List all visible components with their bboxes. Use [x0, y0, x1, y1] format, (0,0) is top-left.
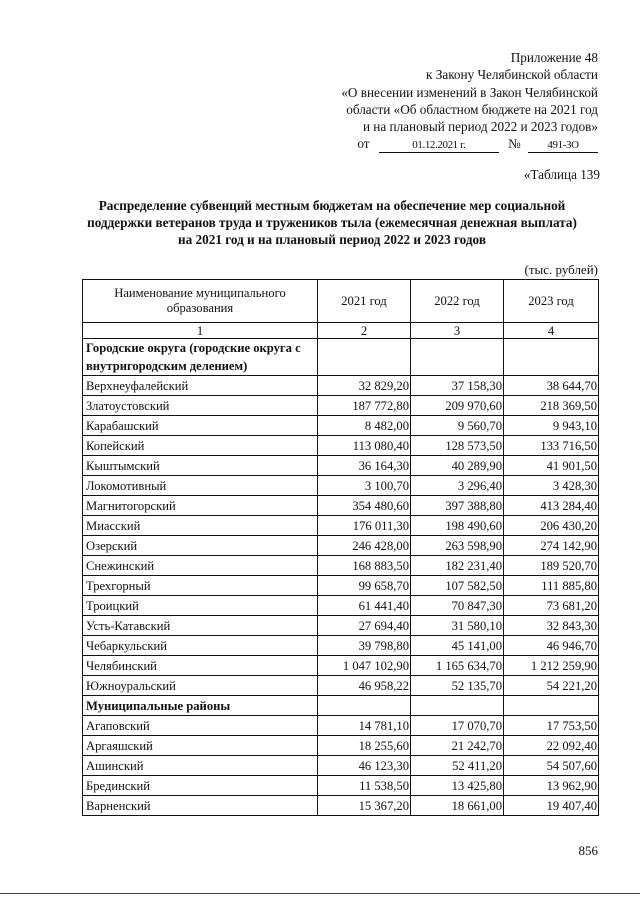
- empty-cell: [411, 696, 504, 716]
- municipality-name: Локомотивный: [83, 476, 318, 496]
- table-row: [83, 576, 599, 596]
- amount-cell: 32 829,20: [318, 376, 411, 396]
- empty-cell: [411, 339, 504, 376]
- amount-cell: 397 388,80: [411, 496, 504, 516]
- municipality-name: Копейский: [83, 436, 318, 456]
- amount-cell: 187 772,80: [318, 396, 411, 416]
- municipality-name: Челябинский: [83, 656, 318, 676]
- amount-cell: 46 946,70: [504, 636, 599, 656]
- amount-cell: 107 582,50: [411, 576, 504, 596]
- amount-cell: 354 480,60: [318, 496, 411, 516]
- amount-cell: 206 430,20: [504, 516, 599, 536]
- amount-cell: 46 123,30: [318, 756, 411, 776]
- amount-cell: 32 843,30: [504, 616, 599, 636]
- column-header-name: Наименование муниципального образования: [83, 280, 318, 323]
- amount-cell: 133 716,50: [504, 436, 599, 456]
- municipality-name: Верхнеуфалейский: [83, 376, 318, 396]
- municipality-name: Снежинский: [83, 556, 318, 576]
- amount-cell: 15 367,20: [318, 796, 411, 816]
- table-row: [83, 496, 599, 516]
- amount-cell: 3 296,40: [411, 476, 504, 496]
- empty-cell: [318, 696, 411, 716]
- section-header-row: [83, 696, 599, 716]
- amount-cell: 38 644,70: [504, 376, 599, 396]
- municipality-name: Карабашский: [83, 416, 318, 436]
- appendix-header: [268, 49, 598, 153]
- amount-cell: 1 212 259,90: [504, 656, 599, 676]
- amount-cell: 73 681,20: [504, 596, 599, 616]
- amount-cell: 198 490,60: [411, 516, 504, 536]
- amount-cell: 111 885,80: [504, 576, 599, 596]
- amount-cell: 11 538,50: [318, 776, 411, 796]
- municipality-name: Чебаркульский: [83, 636, 318, 656]
- table-row: [83, 656, 599, 676]
- column-number: 4: [504, 323, 599, 339]
- bottom-rule: [0, 893, 640, 894]
- amount-cell: 128 573,50: [411, 436, 504, 456]
- from-label: от: [357, 136, 370, 152]
- municipality-name: Брединский: [83, 776, 318, 796]
- table-row: [83, 736, 599, 756]
- column-number: 3: [411, 323, 504, 339]
- table-row: [83, 796, 599, 816]
- table-row: [83, 396, 599, 416]
- amount-cell: 52 135,70: [411, 676, 504, 696]
- amount-cell: 31 580,10: [411, 616, 504, 636]
- units-label: (тыс. рублей): [524, 262, 598, 277]
- table-row: [83, 596, 599, 616]
- column-header-2022: 2022 год: [411, 280, 504, 323]
- column-number: 1: [83, 323, 318, 339]
- municipality-name: Ашинский: [83, 756, 318, 776]
- municipality-name: Миасский: [83, 516, 318, 536]
- amount-cell: 182 231,40: [411, 556, 504, 576]
- table-row: [83, 376, 599, 396]
- amount-cell: 17 070,70: [411, 716, 504, 736]
- amount-cell: 176 011,30: [318, 516, 411, 536]
- table-row: [83, 416, 599, 436]
- municipality-name: Кыштымский: [83, 456, 318, 476]
- amount-cell: 54 507,60: [504, 756, 599, 776]
- municipality-name: Усть-Катавский: [83, 616, 318, 636]
- amount-cell: 9 943,10: [504, 416, 599, 436]
- table-body: [83, 339, 599, 816]
- empty-cell: [318, 339, 411, 376]
- section-title: Городские округа (городские округа с внутригородским делением): [83, 339, 318, 376]
- amount-cell: 21 242,70: [411, 736, 504, 756]
- law-date: 01.12.2021 г.: [379, 139, 499, 153]
- amount-cell: 22 092,40: [504, 736, 599, 756]
- table-row: [83, 616, 599, 636]
- amount-cell: 17 753,50: [504, 716, 599, 736]
- subsidy-table: [82, 279, 599, 816]
- municipality-name: Трехгорный: [83, 576, 318, 596]
- law-signature-line: [268, 135, 598, 153]
- section-title: Муниципальные районы: [83, 696, 318, 716]
- amount-cell: 3 428,30: [504, 476, 599, 496]
- amount-cell: 27 694,40: [318, 616, 411, 636]
- amount-cell: 54 221,20: [504, 676, 599, 696]
- municipality-name: Троицкий: [83, 596, 318, 616]
- table-row: [83, 676, 599, 696]
- amount-cell: 41 901,50: [504, 456, 599, 476]
- amount-cell: 1 165 634,70: [411, 656, 504, 676]
- column-number: 2: [318, 323, 411, 339]
- amount-cell: 209 970,60: [411, 396, 504, 416]
- appendix-line: области «Об областном бюджете на 2021 год: [346, 101, 598, 117]
- amount-cell: 36 164,30: [318, 456, 411, 476]
- number-label: №: [508, 136, 521, 152]
- table-header-row: [83, 280, 599, 323]
- page-number: 856: [578, 843, 598, 858]
- amount-cell: 9 560,70: [411, 416, 504, 436]
- amount-cell: 61 441,40: [318, 596, 411, 616]
- amount-cell: 40 289,90: [411, 456, 504, 476]
- section-header-row: [83, 339, 599, 376]
- appendix-line: и на плановый период 2022 и 2023 годов»: [362, 119, 598, 135]
- table-row: [83, 476, 599, 496]
- amount-cell: 70 847,30: [411, 596, 504, 616]
- amount-cell: 52 411,20: [411, 756, 504, 776]
- table-row: [83, 636, 599, 656]
- column-header-2023: 2023 год: [504, 280, 599, 323]
- amount-cell: 274 142,90: [504, 536, 599, 556]
- amount-cell: 1 047 102,90: [318, 656, 411, 676]
- amount-cell: 45 141,00: [411, 636, 504, 656]
- table-label: «Таблица 139: [523, 167, 600, 182]
- amount-cell: 3 100,70: [318, 476, 411, 496]
- appendix-line: Приложение 48: [510, 50, 598, 65]
- table-row: [83, 516, 599, 536]
- table-row: [83, 456, 599, 476]
- amount-cell: 14 781,10: [318, 716, 411, 736]
- municipality-name: Варненский: [83, 796, 318, 816]
- amount-cell: 113 080,40: [318, 436, 411, 456]
- appendix-line: к Закону Челябинской области: [426, 67, 598, 83]
- amount-cell: 413 284,40: [504, 496, 599, 516]
- empty-cell: [504, 696, 599, 716]
- table-row: [83, 536, 599, 556]
- amount-cell: 168 883,50: [318, 556, 411, 576]
- amount-cell: 18 255,60: [318, 736, 411, 756]
- municipality-name: Аргаяшский: [83, 736, 318, 756]
- amount-cell: 189 520,70: [504, 556, 599, 576]
- empty-cell: [504, 339, 599, 376]
- table-row: [83, 556, 599, 576]
- column-number-row: [83, 323, 599, 339]
- amount-cell: 46 958,22: [318, 676, 411, 696]
- amount-cell: 19 407,40: [504, 796, 599, 816]
- municipality-name: Магнитогорский: [83, 496, 318, 516]
- municipality-name: Агаповский: [83, 716, 318, 736]
- amount-cell: 8 482,00: [318, 416, 411, 436]
- appendix-line: «О внесении изменений в Закон Челябинской: [341, 84, 598, 100]
- amount-cell: 13 962,90: [504, 776, 599, 796]
- amount-cell: 263 598,90: [411, 536, 504, 556]
- municipality-name: Озерский: [83, 536, 318, 556]
- law-number: 491-ЗО: [528, 139, 598, 153]
- amount-cell: 99 658,70: [318, 576, 411, 596]
- table-row: [83, 716, 599, 736]
- amount-cell: 13 425,80: [411, 776, 504, 796]
- amount-cell: 39 798,80: [318, 636, 411, 656]
- amount-cell: 246 428,00: [318, 536, 411, 556]
- table-row: [83, 436, 599, 456]
- table-row: [83, 756, 599, 776]
- table-row: [83, 776, 599, 796]
- amount-cell: 218 369,50: [504, 396, 599, 416]
- municipality-name: Златоустовский: [83, 396, 318, 416]
- amount-cell: 37 158,30: [411, 376, 504, 396]
- document-title: Распределение субвенций местным бюджетам на обеспечение мер социальной поддержки ветеранов труда и тружеников тыла (ежемесячная денежная выплата) на 2021 год и на плановый период 2022 и 2023 годов: [87, 198, 577, 247]
- municipality-name: Южноуральский: [83, 676, 318, 696]
- amount-cell: 18 661,00: [411, 796, 504, 816]
- column-header-2021: 2021 год: [318, 280, 411, 323]
